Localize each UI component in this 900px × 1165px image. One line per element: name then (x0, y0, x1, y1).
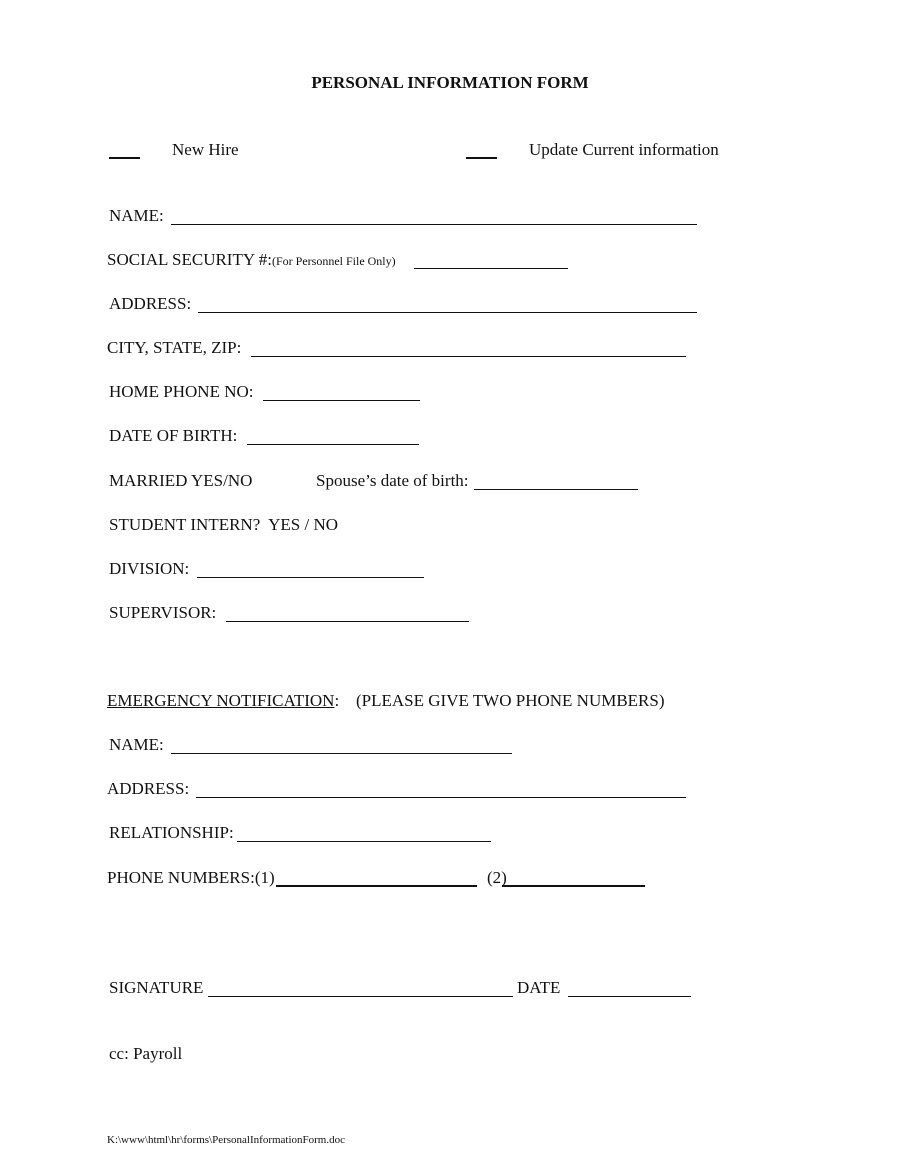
ssn-note: (For Personnel File Only) (271, 254, 396, 268)
spouse-dob-field[interactable] (474, 489, 638, 490)
student-intern-label: STUDENT INTERN? YES / NO (109, 515, 339, 534)
form-title: PERSONAL INFORMATION FORM (311, 73, 589, 92)
home-phone-label: HOME PHONE NO: (109, 382, 254, 401)
relationship-field[interactable] (237, 841, 491, 842)
ssn-label (107, 250, 396, 271)
home-phone-field[interactable] (263, 400, 420, 401)
phone-numbers-label: PHONE NUMBERS:(1) (107, 868, 275, 887)
emergency-heading (107, 691, 339, 711)
emergency-address-label: ADDRESS: (107, 779, 190, 798)
address-label: ADDRESS: (109, 294, 192, 313)
new-hire-checkbox-line[interactable] (109, 157, 140, 159)
emergency-address-field[interactable] (196, 797, 686, 798)
city-state-zip-field[interactable] (251, 356, 686, 357)
emergency-name-label: NAME: (109, 735, 164, 754)
footer-file-path: K:\www\html\hr\forms\PersonalInformationForm.doc (107, 1134, 345, 1146)
phone-two-label: (2) (487, 868, 507, 887)
name-label: NAME: (109, 206, 164, 225)
signature-field[interactable] (208, 996, 513, 997)
emergency-name-field[interactable] (171, 753, 512, 754)
emergency-heading-text: EMERGENCY NOTIFICATION (107, 691, 335, 710)
dob-field[interactable] (247, 444, 419, 445)
cc-payroll: cc: Payroll (109, 1044, 183, 1063)
update-label: Update Current information (529, 140, 719, 159)
signature-label: SIGNATURE (109, 978, 204, 997)
phone-two-field[interactable] (502, 885, 645, 887)
ssn-label-text: SOCIAL SECURITY #: (107, 250, 272, 269)
city-state-zip-label: CITY, STATE, ZIP: (107, 338, 242, 357)
supervisor-label: SUPERVISOR: (109, 603, 217, 622)
emergency-note: (PLEASE GIVE TWO PHONE NUMBERS) (356, 691, 665, 710)
dob-label: DATE OF BIRTH: (109, 426, 238, 445)
ssn-field[interactable] (414, 268, 568, 269)
address-field[interactable] (198, 312, 697, 313)
married-label: MARRIED YES/NO (109, 471, 253, 490)
emergency-heading-colon: : (334, 691, 340, 710)
name-field[interactable] (171, 224, 697, 225)
date-label: DATE (517, 978, 561, 997)
spouse-dob-label: Spouse’s date of birth: (316, 471, 469, 490)
date-field[interactable] (568, 996, 691, 997)
division-field[interactable] (197, 577, 424, 578)
supervisor-field[interactable] (226, 621, 469, 622)
update-checkbox-line[interactable] (466, 157, 497, 159)
relationship-label: RELATIONSHIP: (109, 823, 234, 842)
new-hire-label: New Hire (172, 140, 239, 159)
phone-one-field[interactable] (276, 885, 477, 887)
division-label: DIVISION: (109, 559, 190, 578)
